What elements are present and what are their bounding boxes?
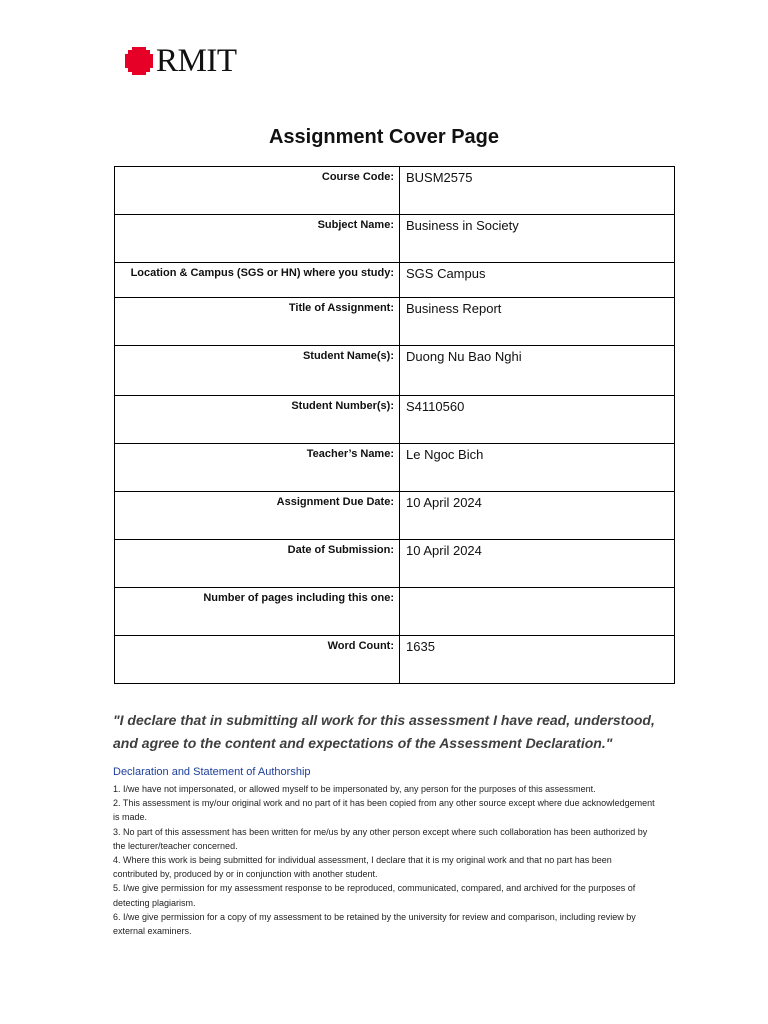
field-label: Student Name(s):: [115, 346, 400, 396]
declaration-quote: "I declare that in submitting all work for this assessment I have read, understood, and agree to the content and expectations of the Assessment Declaration.": [113, 712, 655, 751]
table-row: [115, 636, 675, 684]
declaration-list: [113, 782, 658, 938]
table-row: [115, 396, 675, 444]
field-value[interactable]: 1635: [400, 636, 675, 684]
declaration-item: 4. Where this work is being submitted for individual assessment, I declare that it is my original work and that no part has been contributed by, produced by or in conjunction with another student.: [113, 855, 612, 880]
field-label: Course Code:: [115, 167, 400, 215]
table-row: [115, 588, 675, 636]
logo-text: RMIT: [156, 43, 237, 79]
cover-table: [114, 166, 675, 684]
rmit-logo: [124, 44, 237, 78]
field-value[interactable]: SGS Campus: [400, 263, 675, 298]
field-value[interactable]: [400, 588, 675, 636]
page-title: Assignment Cover Page: [268, 126, 500, 148]
field-label: Date of Submission:: [115, 540, 400, 588]
field-value[interactable]: 10 April 2024: [400, 492, 675, 540]
field-value[interactable]: 10 April 2024: [400, 540, 675, 588]
table-row: [115, 492, 675, 540]
table-row: [115, 540, 675, 588]
field-value[interactable]: BUSM2575: [400, 167, 675, 215]
field-label: Location & Campus (SGS or HN) where you study:: [115, 263, 400, 298]
field-label: Teacher’s Name:: [115, 444, 400, 492]
declaration-item: 3. No part of this assessment has been written for me/us by any other person except where such collaboration has been authorized by the lecturer/teacher concerned.: [113, 826, 648, 851]
field-label: Word Count:: [115, 636, 400, 684]
field-value[interactable]: S4110560: [400, 396, 675, 444]
table-row: [115, 215, 675, 263]
table-row: [115, 444, 675, 492]
table-row: [115, 167, 675, 215]
field-label: Number of pages including this one:: [115, 588, 400, 636]
field-value[interactable]: Duong Nu Bao Nghi: [400, 346, 675, 396]
field-label: Subject Name:: [115, 215, 400, 263]
table-row: [115, 346, 675, 396]
field-label: Student Number(s):: [115, 396, 400, 444]
declaration-item: 1. I/we have not impersonated, or allowed myself to be impersonated by, any person for the purposes of this assessment.: [113, 784, 596, 794]
table-row: [115, 298, 675, 346]
field-label: Title of Assignment:: [115, 298, 400, 346]
table-row: [115, 263, 675, 298]
declaration-item: 2. This assessment is my/our original work and no part of it has been copied from any other source except where due acknowledgement is made.: [113, 798, 655, 823]
field-value[interactable]: Business Report: [400, 298, 675, 346]
field-label: Assignment Due Date:: [115, 492, 400, 540]
field-value[interactable]: Le Ngoc Bich: [400, 444, 675, 492]
declaration-heading: Declaration and Statement of Authorship: [113, 766, 311, 778]
declaration-item: 5. I/we give permission for my assessment response to be reproduced, communicated, compared, and archived for the purposes of detecting plagiarism.: [113, 883, 636, 908]
declaration-item: 6. I/we give permission for a copy of my assessment to be retained by the university for review and comparison, including review by external examiners.: [113, 911, 636, 937]
rmit-pixel-icon: [124, 46, 154, 76]
field-value[interactable]: Business in Society: [400, 215, 675, 263]
